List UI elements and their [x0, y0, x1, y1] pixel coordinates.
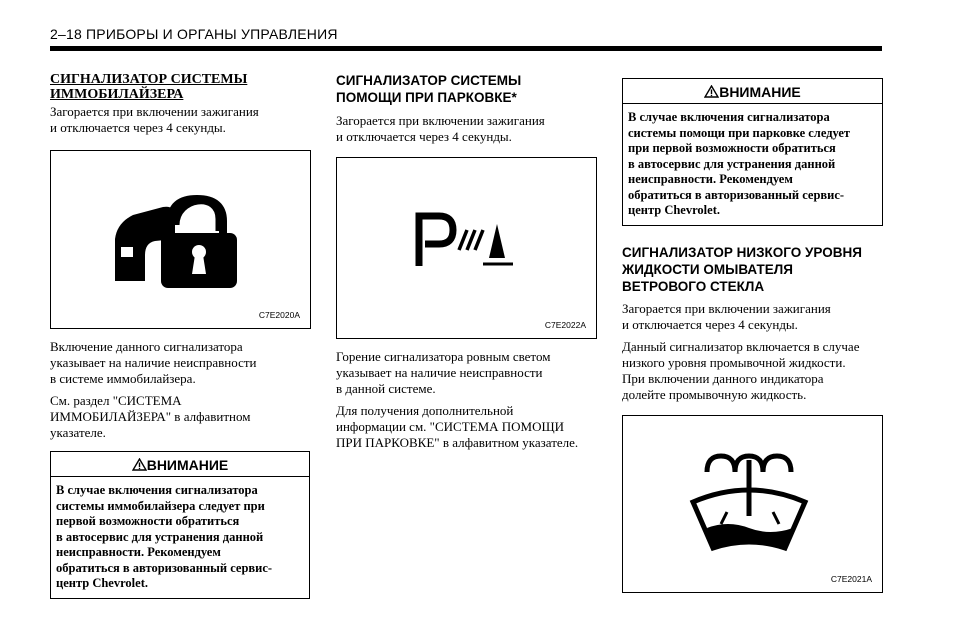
immobilizer-warning-text: В случае включения сигнализатора системы иммобилайзера следует при первой возможности обратиться в автосервис для устранения данной неисправности. Рекомендуем обратиться в авторизованный сервис- центр Chevrolet. — [56, 483, 273, 590]
parking-warning-text: В случае включения сигнализатора системы помощи при парковке следует при первой возможности обратиться в автосервис для устранения данной неисправности. Рекомендуем обратиться в авторизованный сервис- центр Chevrolet. — [628, 110, 851, 217]
washer-intro: Загорается при включении зажигания и отключается через 4 секунды. — [622, 300, 831, 332]
page-header: 2–18 ПРИБОРЫ И ОРГАНЫ УПРАВЛЕНИЯ — [50, 26, 338, 42]
washer-heading: СИГНАЛИЗАТОР НИЗКОГО УРОВНЯ ЖИДКОСТИ ОМЫВАТЕЛЯ ВЕТРОВОГО СТЕКЛА — [622, 244, 862, 294]
column-immobilizer — [50, 72, 312, 599]
washer-figure — [622, 415, 883, 593]
immobilizer-figure — [50, 150, 311, 329]
immobilizer-warning-header — [51, 452, 309, 477]
warning-triangle-icon — [704, 85, 719, 98]
washer-para1: Данный сигнализатор включается в случае низкого уровня промывочной жидкости. При включении данного индикатора долейте промывочную жидкость. — [622, 338, 860, 402]
immobilizer-lock-icon — [51, 151, 310, 328]
parking-warning-box — [622, 78, 883, 226]
immobilizer-heading: СИГНАЛИЗАТОР СИСТЕМЫ ИММОБИЛАЙЗЕРА — [50, 72, 248, 102]
warning-triangle-icon — [132, 458, 147, 471]
parking-para1: Горение сигнализатора ровным светом указывает на наличие неисправности в данной системе. — [336, 349, 551, 396]
parking-assist-icon — [337, 158, 596, 338]
parking-figure — [336, 157, 597, 339]
parking-figure-code: C7E2022A — [544, 320, 586, 330]
immobilizer-para1: Включение данного сигнализатора указывает на наличие неисправности в системе иммобилайзера. — [50, 339, 257, 386]
washer-figure-code: C7E2021A — [830, 573, 872, 584]
header-rule — [50, 46, 882, 51]
parking-heading: СИГНАЛИЗАТОР СИСТЕМЫ ПОМОЩИ ПРИ ПАРКОВКЕ* — [336, 73, 522, 105]
immobilizer-figure-code: C7E2020A — [258, 310, 300, 320]
column-parking — [336, 72, 602, 457]
washer-fluid-icon — [623, 416, 882, 592]
immobilizer-intro: Загорается при включении зажигания и отключается через 4 секунды. — [50, 104, 259, 135]
immobilizer-warning-box — [50, 451, 310, 599]
parking-warning-title: ВНИМАНИЕ — [719, 84, 801, 100]
immobilizer-warning-title: ВНИМАНИЕ — [146, 457, 229, 473]
parking-intro: Загорается при включении зажигания и отключается через 4 секунды. — [336, 113, 545, 144]
immobilizer-para2: См. раздел "СИСТЕМА ИММОБИЛАЙЗЕРА" в алфавитном указателе. — [50, 393, 251, 440]
column-washer — [622, 78, 884, 593]
parking-para2: Для получения дополнительной информации см. "СИСТЕМА ПОМОЩИ ПРИ ПАРКОВКЕ" в алфавитном указателе. — [336, 403, 579, 450]
parking-warning-header — [623, 79, 882, 104]
